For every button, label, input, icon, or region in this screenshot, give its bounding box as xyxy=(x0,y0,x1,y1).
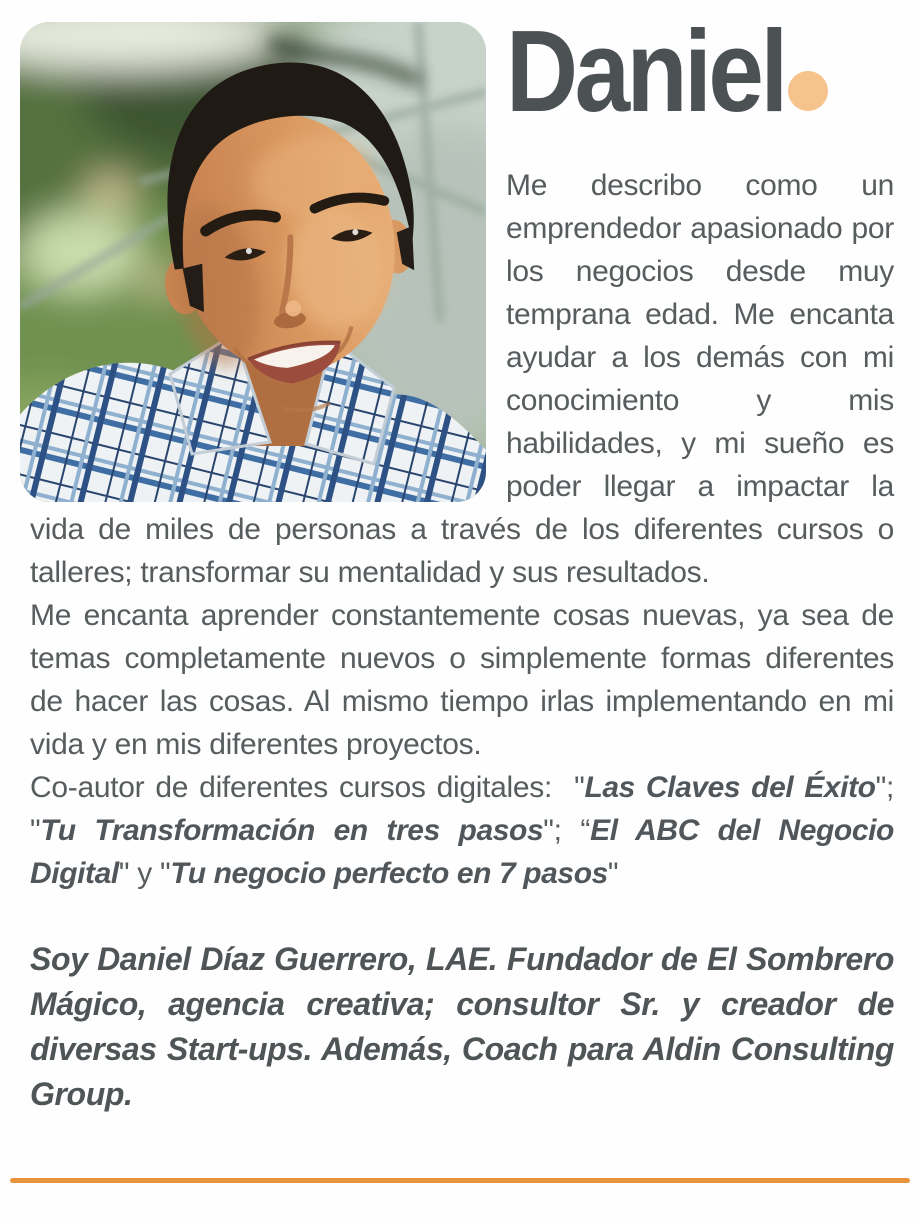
portrait-illustration xyxy=(20,22,486,502)
course-title: Tu Transformación en tres pasos xyxy=(40,814,544,847)
coauthor-text: Co-autor de diferentes cursos digitales: " xyxy=(30,771,585,804)
bio-paragraph-2: Me encanta aprender constantemente cosas nuevas, ya sea de temas completamente nuevos o simplemente formas diferentes de hacer las cosas. Al mismo tiempo irlas implementando en mi vida y en mis diferentes proyectos. xyxy=(30,599,894,761)
coauthor-text: "; “ xyxy=(543,814,591,847)
bio-paragraph-coauthor xyxy=(30,766,903,895)
coauthor-text: "; " xyxy=(30,771,903,847)
course-title: El ABC del Negocio Digital xyxy=(30,814,902,890)
bio-paragraph-1: Me describo como un emprendedor apasionado por los negocios desde muy temprana edad. Me encanta ayudar a los demás con mi conocimiento y mis habilidades, y mi sueño es poder llegar a impactar la vida de miles de personas a través de los diferentes cursos o talleres; transformar su mentalidad y sus resultados. xyxy=(30,169,894,589)
course-title: Tu negocio perfecto en 7 pasos xyxy=(170,857,608,890)
profile-photo xyxy=(20,22,486,502)
coauthor-text: " y " xyxy=(118,857,171,890)
bio-signature: Soy Daniel Díaz Guerrero, LAE. Fundador de El Sombrero Mágico, agencia creativa; consultor Sr. y creador de diversas Start-ups. Además, Coach para Aldin Consulting Group. xyxy=(30,941,894,1112)
title-name: Daniel xyxy=(506,6,785,136)
bottom-divider xyxy=(10,1178,910,1183)
course-title: Las Claves del Éxito xyxy=(584,771,876,804)
coauthor-text: " xyxy=(607,857,619,890)
accent-dot-icon xyxy=(788,71,828,111)
